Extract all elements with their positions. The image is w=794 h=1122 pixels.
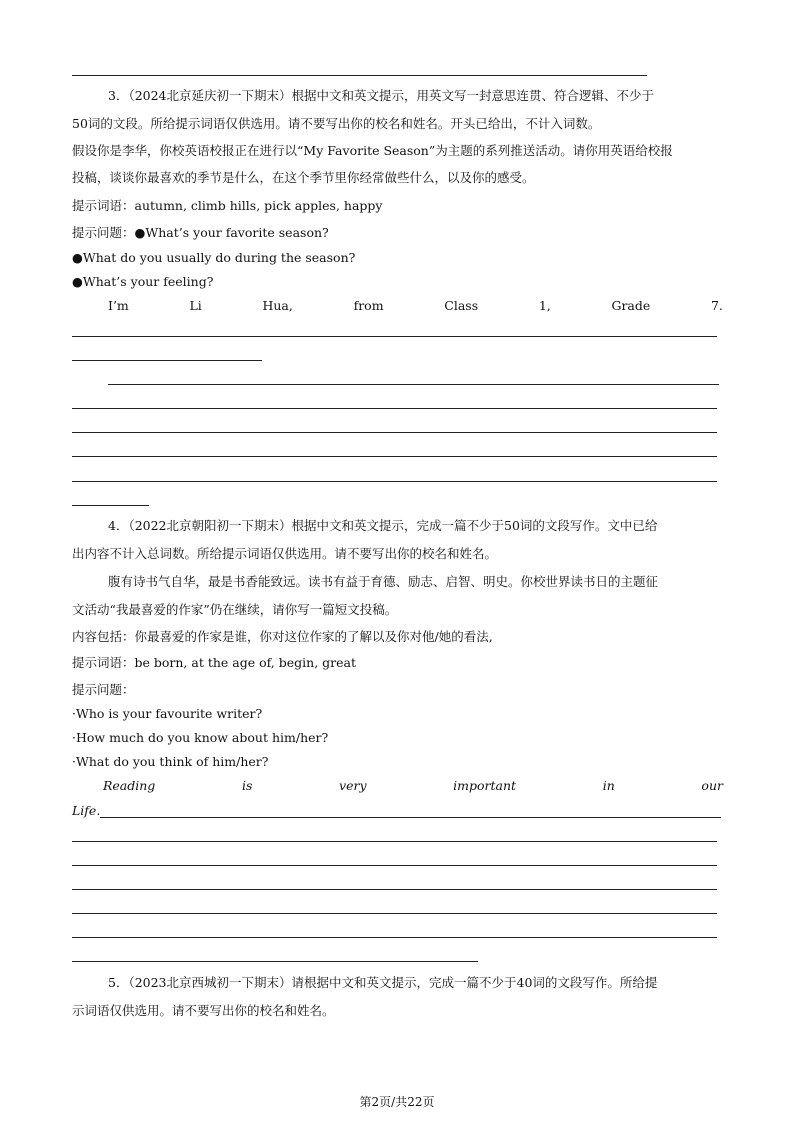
q4-hint-question-3: ·What do you think of him/her? — [72, 754, 269, 769]
opening-word: our — [701, 778, 723, 793]
answer-line — [72, 360, 262, 361]
opening-word: in — [602, 778, 615, 793]
answer-line — [72, 432, 717, 433]
opening-word: Li — [189, 298, 202, 313]
q3-hint-question-3: ●What’s your feeling? — [72, 274, 214, 289]
opening-word: Hua, — [262, 298, 293, 313]
q4-line-4: 文活动“我最喜爱的作家”仍在继续，请你写一篇短文投稿。 — [72, 602, 398, 617]
answer-line — [72, 913, 717, 914]
opening-word: Grade — [611, 298, 651, 313]
opening-word: I’m — [108, 298, 129, 313]
q3-hint-words: 提示词语：autumn, climb hills, pick apples, happy — [72, 198, 383, 213]
opening-word: 7. — [710, 298, 723, 313]
opening-word: important — [453, 778, 517, 793]
page-number: 第2页/共22页 — [359, 1095, 435, 1109]
opening-word: 1, — [538, 298, 551, 313]
answer-line — [72, 937, 717, 938]
top-rule — [72, 75, 647, 76]
q4-hint-question-1: ·Who is your favourite writer? — [72, 706, 263, 721]
opening-word: very — [339, 778, 367, 793]
answer-line — [72, 481, 717, 482]
opening-word: from — [353, 298, 384, 313]
q5-line-2: 示词语仅供选用。请不要写出你的校名和姓名。 — [72, 1003, 335, 1018]
answer-line — [108, 384, 719, 385]
answer-line — [72, 889, 717, 890]
answer-line — [72, 456, 717, 457]
q4-hint-label: 提示问题： — [72, 682, 135, 697]
answer-line — [72, 336, 717, 337]
q4-line-1: 4．（2022北京朝阳初一下期末）根据中文和英文提示，完成一篇不少于50词的文段写作。文中已给 — [108, 518, 658, 533]
q4-line-2: 出内容不计入总词数。所给提示词语仅供选用。请不要写出你的校名和姓名。 — [72, 546, 498, 561]
answer-line — [72, 505, 149, 506]
answer-line — [72, 841, 717, 842]
q3-hint-question-2: ●What do you usually do during the season? — [72, 250, 356, 265]
opening-word: is — [241, 778, 253, 793]
q5-line-1: 5．（2023北京西城初一下期末）请根据中文和英文提示，完成一篇不少于40词的文段写作。所给提 — [108, 975, 658, 990]
q3-line-4: 投稿，谈谈你最喜欢的季节是什么，在这个季节里你经常做些什么，以及你的感受。 — [72, 170, 535, 185]
q4-opening-sentence — [103, 778, 723, 793]
q4-line-3: 腹有诗书气自华，最是书香能致远。读书有益于育德、励志、启智、明史。你校世界读书日的主题征 — [108, 574, 659, 589]
q4-opening-end: Life. — [72, 803, 101, 818]
opening-word: Class — [444, 298, 479, 313]
q3-hint-question-1: 提示问题：●What’s your favorite season? — [72, 225, 329, 240]
q3-line-1: 3．（2024北京延庆初一下期末）根据中文和英文提示，用英文写一封意思连贯、符合逻辑、不少于 — [108, 88, 655, 103]
q3-line-3: 假设你是李华，你校英语校报正在进行以“My Favorite Season”为主题的系列推送活动。请你用英语给校报 — [72, 143, 673, 158]
q3-line-2: 50词的文段。所给提示词语仅供选用。请不要写出你的校名和姓名。开头已给出，不计入词数。 — [72, 116, 601, 131]
q4-hint-question-2: ·How much do you know about him/her? — [72, 730, 329, 745]
q3-opening-sentence — [108, 298, 723, 313]
answer-line — [72, 408, 717, 409]
answer-line — [72, 865, 717, 866]
opening-word: Reading — [103, 778, 156, 793]
q4-content: 内容包括：你最喜爱的作家是谁，你对这位作家的了解以及你对他/她的看法, — [72, 629, 493, 644]
q4-hint-words: 提示词语：be born, at the age of, begin, great — [72, 655, 356, 670]
answer-line — [72, 961, 478, 962]
answer-line — [100, 817, 721, 818]
